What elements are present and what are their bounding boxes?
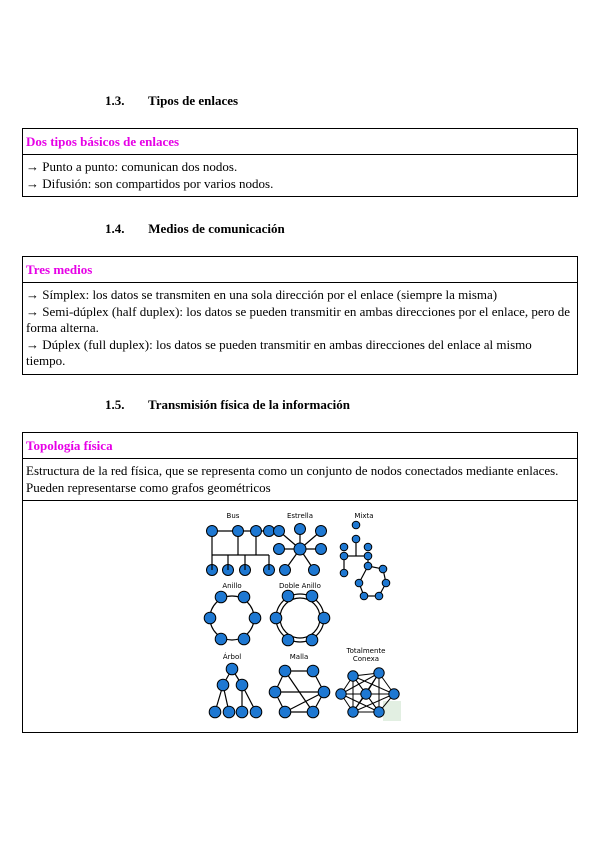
ring-node (204, 612, 216, 624)
bus-node (264, 526, 275, 537)
section-number: 1.4. (105, 221, 125, 236)
section-title: Tipos de enlaces (148, 93, 239, 108)
double-ring-inner (280, 598, 320, 638)
ring-node (238, 591, 250, 603)
full-node (348, 671, 358, 681)
tree-node (236, 679, 248, 691)
label-malla: Malla (289, 653, 309, 661)
double-ring-node (318, 612, 330, 624)
label-arbol: Árbol (222, 653, 242, 661)
label-bus: Bus (226, 512, 240, 520)
section-number: 1.5. (105, 397, 125, 412)
topology-diagram (23, 501, 577, 732)
section-heading-1-5 (105, 397, 350, 413)
text-paragraph: Estructura de la red física, que se representa como un conjunto de nodos conectados mediante enlaces. Pueden representarse como grafos geométricos (26, 463, 559, 495)
mixed-node (360, 592, 368, 600)
box-topology (22, 432, 578, 733)
label-conexa: Conexa (352, 655, 380, 663)
mixed-node (340, 552, 348, 560)
star-node (295, 524, 306, 535)
double-ring-node (282, 634, 294, 646)
star-center-node (294, 543, 306, 555)
mixed-node (364, 552, 372, 560)
mesh-node (279, 665, 291, 677)
mixed-node (355, 579, 363, 587)
mixed-node (340, 569, 348, 577)
full-node (336, 689, 346, 699)
section-number: 1.3. (105, 93, 125, 108)
mesh-node (307, 665, 319, 677)
box-link-types (22, 128, 578, 197)
bus-node (207, 526, 218, 537)
mixed-node (352, 535, 360, 543)
mixed-node (364, 543, 372, 551)
mixed-node (379, 565, 387, 573)
bus-node (233, 526, 244, 537)
double-ring-node (306, 634, 318, 646)
box-title: Tres medios (23, 257, 577, 283)
box-body (23, 155, 577, 196)
label-anillo: Anillo (222, 582, 242, 590)
full-node (361, 689, 371, 699)
tree-node (226, 663, 238, 675)
section-title: Transmisión física de la información (148, 397, 350, 412)
ring-line (210, 596, 254, 640)
full-node (374, 707, 384, 717)
full-node (348, 707, 358, 717)
text-line: → Punto a punto: comunican dos nodos. (26, 159, 238, 174)
section-title: Medios de comunicación (148, 221, 285, 236)
mixed-node (364, 562, 372, 570)
star-node (316, 544, 327, 555)
text-line: → Símplex: los datos se transmiten en una sola dirección por el enlace (siempre la misma) (26, 287, 498, 302)
box-body (23, 459, 577, 500)
text-line: → Dúplex (full duplex): los datos se pueden transmitir en ambas direcciones del enlace al mismo tiempo. (26, 336, 532, 368)
full-link (341, 673, 379, 694)
tree-node (209, 706, 221, 718)
section-heading-1-3 (105, 93, 238, 109)
mixed-node (375, 592, 383, 600)
star-node (280, 565, 291, 576)
double-ring-node (270, 612, 282, 624)
mixed-node (352, 521, 360, 529)
tree-node (223, 706, 235, 718)
mesh-node (269, 686, 281, 698)
text-line: → Semi-dúplex (half duplex): los datos se pueden transmitir en ambas direcciones por el enlace, pero de forma alterna. (26, 303, 571, 335)
box-media (22, 256, 578, 375)
ring-node (215, 591, 227, 603)
label-mixta: Mixta (354, 512, 374, 520)
mesh-node (307, 706, 319, 718)
full-node (389, 689, 399, 699)
mesh-node (279, 706, 291, 718)
star-node (309, 565, 320, 576)
tree-node (236, 706, 248, 718)
tree-node (217, 679, 229, 691)
mesh-node (318, 686, 330, 698)
box-title: Topología física (23, 433, 577, 459)
label-totalmente: Totalmente (346, 647, 386, 655)
ring-node (238, 633, 250, 645)
full-node (374, 668, 384, 678)
bus-node (251, 526, 262, 537)
box-body (23, 283, 577, 374)
star-node (316, 526, 327, 537)
double-ring-outer (276, 594, 324, 642)
box-title: Dos tipos básicos de enlaces (23, 129, 577, 155)
text-line: → Difusión: son compartidos por varios nodos. (26, 175, 274, 191)
star-node (274, 526, 285, 537)
mixed-node (340, 543, 348, 551)
tree-node (250, 706, 262, 718)
ring-node (215, 633, 227, 645)
double-ring-node (306, 590, 318, 602)
ring-node (249, 612, 261, 624)
topology-diagram-cell (23, 500, 577, 732)
mixed-node (382, 579, 390, 587)
label-doble-anillo: Doble Anillo (279, 582, 321, 590)
double-ring-node (282, 590, 294, 602)
star-node (274, 544, 285, 555)
label-estrella: Estrella (286, 512, 314, 520)
topology-graphs (204, 521, 401, 721)
section-heading-1-4 (105, 221, 285, 237)
